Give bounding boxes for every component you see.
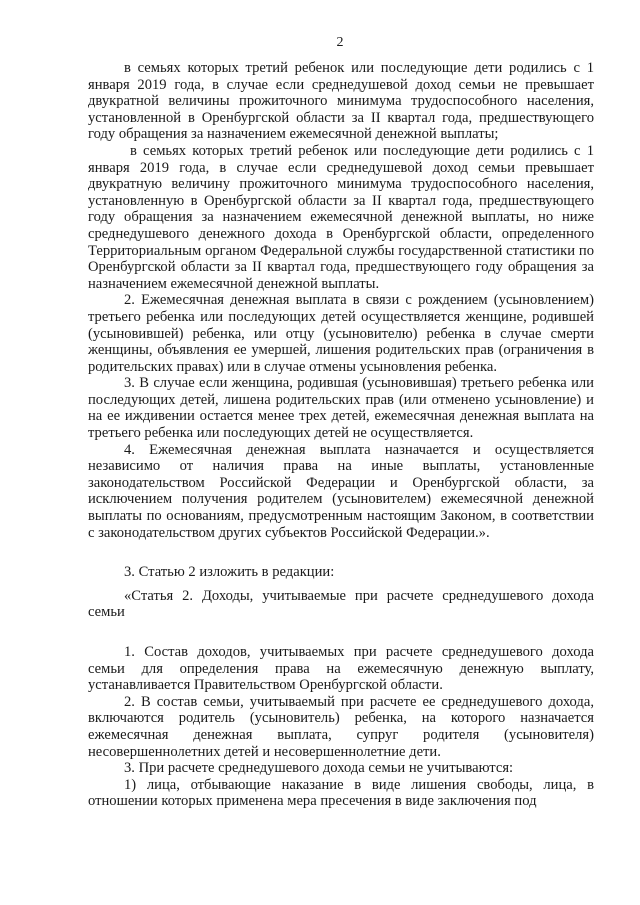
paragraph-clause-4: 4. Ежемесячная денежная выплата назначается и осуществляется независимо от наличия права на иные выплаты, установленные законодательством Российской Федерации и Оренбургской области, за исключением получения родителем (усыновителем) ежемесячной денежной выплаты по основаниям, предусмотренным настоящим Законом, в соответствии с законодательством других субъектов Российской Федерации.». bbox=[88, 441, 594, 541]
paragraph-article-2-item-2: 2. В состав семьи, учитываемый при расчете ее среднедушевого дохода, включаются родитель (усыновитель) ребенка, на которого назначается ежемесячная денежная выплата, супруг родителя (усыновителя) несовершеннолетних детей и несовершеннолетние дети. bbox=[88, 693, 594, 760]
paragraph-income-above-threshold: в семьях которых третий ребенок или последующие дети родились с 1 января 2019 года, в случае если среднедушевой доход семьи превышает двукратную величину прожиточного минимума трудоспособного населения, установленную в Оренбургской области за II квартал года, предшествующего году обращения за назначением ежемесячной денежной выплаты, но ниже среднедушевого денежного дохода в Оренбургской области, определенного Территориальным органом Федеральной службы государственной статистики по Оренбургской области за II квартал года, предшествующего году обращения за назначением ежемесячной денежной выплаты. bbox=[88, 142, 594, 292]
paragraph-article-2-item-1: 1. Состав доходов, учитываемых при расчете среднедушевого дохода семьи для определения права на ежемесячную денежную выплату, устанавливается Правительством Оренбургской области. bbox=[88, 644, 594, 694]
paragraph-article-2-subitem-1: 1) лица, отбывающие наказание в виде лишения свободы, лица, в отношении которых применена мера пресечения в виде заключения под bbox=[88, 776, 594, 810]
document-body bbox=[88, 60, 594, 810]
paragraph-income-below-threshold: в семьях которых третий ребенок или последующие дети родились с 1 января 2019 года, в случае если среднедушевой доход семьи не превышает двукратной величины прожиточного минимума трудоспособного населения, установленной в Оренбургской области за II квартал года, предшествующего году обращения за назначением ежемесячной денежной выплаты; bbox=[88, 60, 594, 143]
page-number: 2 bbox=[336, 35, 344, 50]
paragraph-article-2-item-3: 3. При расчете среднедушевого дохода семьи не учитываются: bbox=[124, 760, 514, 777]
article-2-heading: «Статья 2. Доходы, учитываемые при расчете среднедушевого дохода семьи bbox=[88, 587, 594, 621]
paragraph-clause-2: 2. Ежемесячная денежная выплата в связи с рождением (усыновлением) третьего ребенка или последующих детей осуществляется женщине, родившей (усыновившей) ребенка, или отцу (усыновителю) ребенка в случае смерти женщины, объявления ее умершей, лишения родительских прав (ограничения в родительских правах) или в случае отмены усыновления ребенка. bbox=[88, 292, 594, 375]
paragraph-clause-3: 3. В случае если женщина, родившая (усыновившая) третьего ребенка или последующих детей, лишена родительских прав (или отменено усыновление) и на ее иждивении остается менее трех детей, ежемесячная денежная выплата на третьего ребенка или последующих детей не осуществляется. bbox=[88, 375, 594, 442]
paragraph-amend-article-2: 3. Статью 2 изложить в редакции: bbox=[124, 564, 335, 581]
